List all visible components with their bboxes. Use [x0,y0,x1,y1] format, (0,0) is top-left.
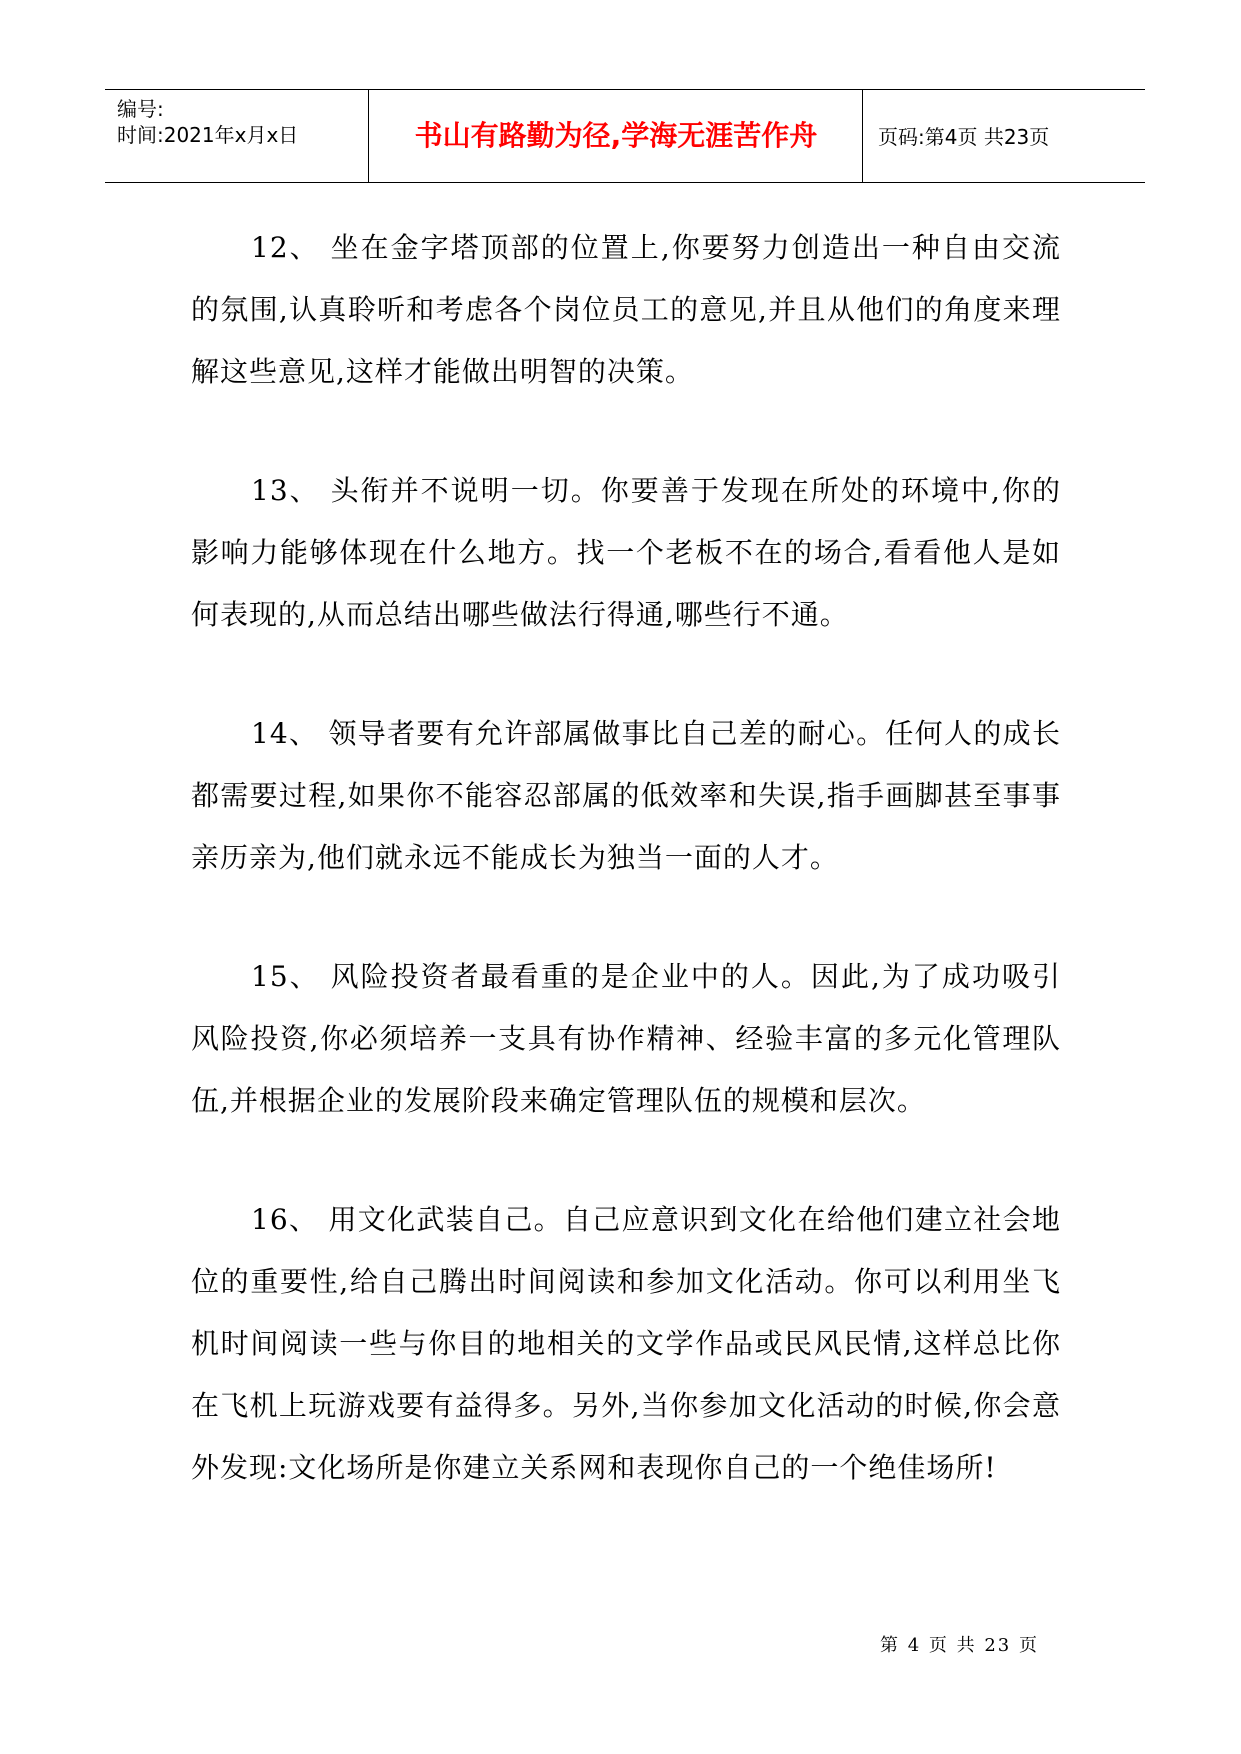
document-body [191,217,1061,1556]
time-label: 时间:2021年x月x日 [117,123,299,147]
header-page-info: 页码:第4页 共23页 [878,125,1050,149]
header-divider [862,90,863,182]
header-meta [117,96,298,148]
paragraph: 16、 用文化武装自己。自己应意识到文化在给他们建立社会地位的重要性,给自己腾出时间阅读和参加文化活动。你可以利用坐飞机时间阅读一些与你目的地相关的文学作品或民风民情,这样总比你在飞机上玩游戏要有益得多。另外,当你参加文化活动的时候,你会意外发现:文化场所是你建立关系网和表现你自己的一个绝佳场所! [191,1203,1061,1484]
header-divider [368,90,369,182]
paragraph: 13、 头衔并不说明一切。你要善于发现在所处的环境中,你的影响力能够体现在什么地方。找一个老板不在的场合,看看他人是如何表现的,从而总结出哪些做法行得通,哪些行不通。 [191,474,1061,631]
page-header [105,89,1145,183]
paragraph: 14、 领导者要有允许部属做事比自己差的耐心。任何人的成长都需要过程,如果你不能容忍部属的低效率和失误,指手画脚甚至事事亲历亲为,他们就永远不能成长为独当一面的人才。 [191,717,1061,874]
page-footer: 第 4 页 共 23 页 [880,1635,1039,1656]
paragraph: 15、 风险投资者最看重的是企业中的人。因此,为了成功吸引风险投资,你必须培养一支具有协作精神、经验丰富的多元化管理队伍,并根据企业的发展阶段来确定管理队伍的规模和层次。 [191,960,1061,1117]
number-label: 编号: [117,97,164,121]
header-motto: 书山有路勤为径,学海无涯苦作舟 [414,119,818,152]
paragraph: 12、 坐在金字塔顶部的位置上,你要努力创造出一种自由交流的氛围,认真聆听和考虑各个岗位员工的意见,并且从他们的角度来理解这些意见,这样才能做出明智的决策。 [191,231,1061,388]
